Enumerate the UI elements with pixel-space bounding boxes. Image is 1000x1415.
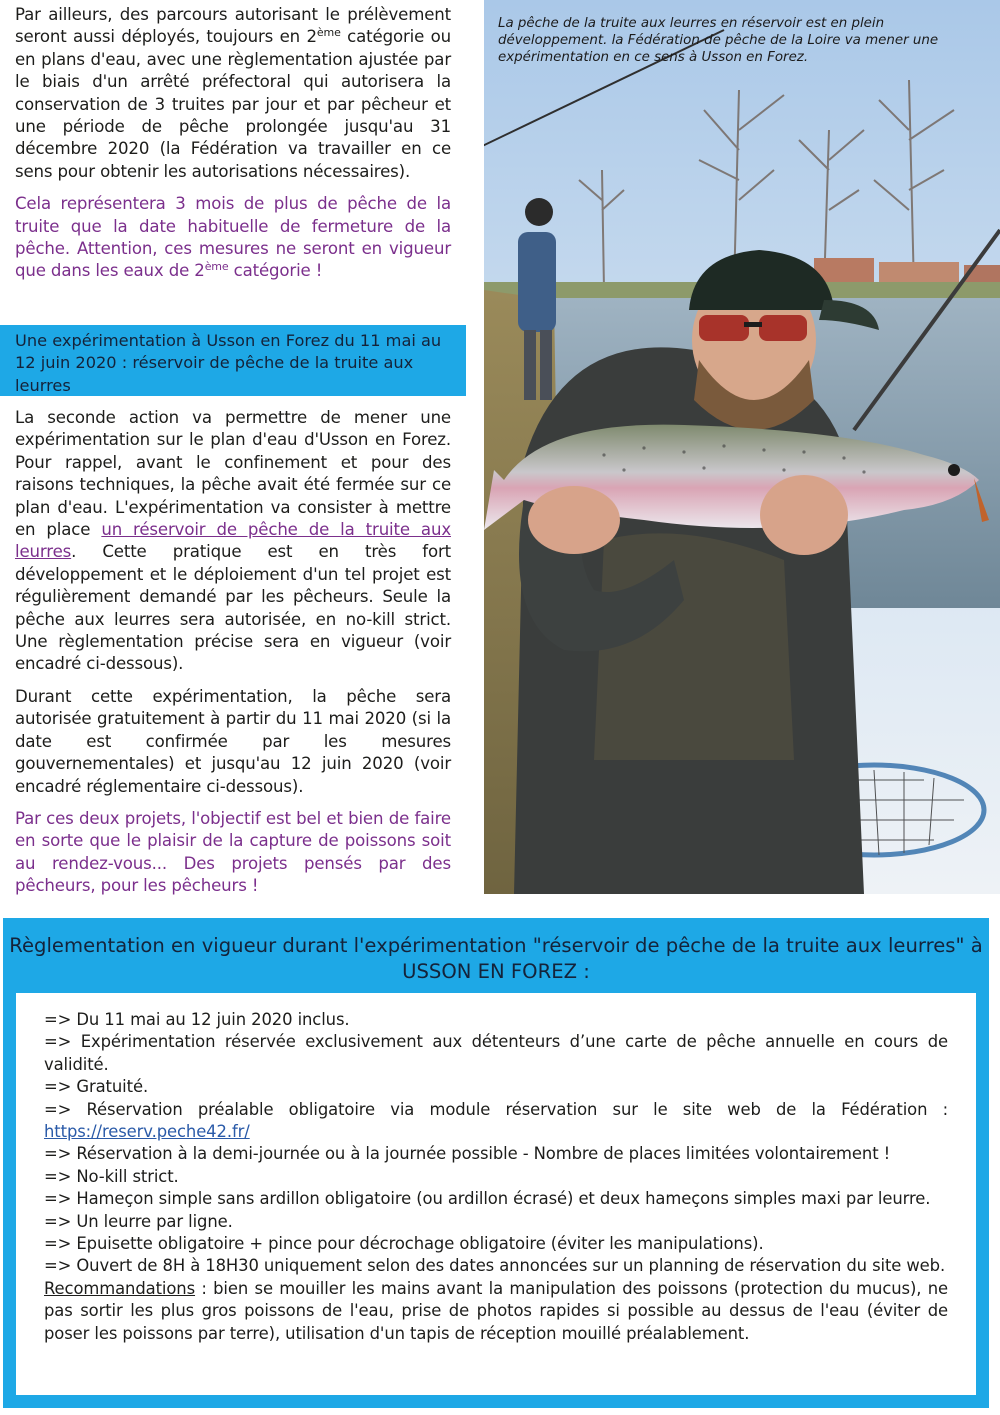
regulation-box xyxy=(3,918,989,1408)
photo-illustration xyxy=(484,0,1000,894)
regulation-line: => Hameçon simple sans ardillon obligatoire (ou ardillon écrasé) et deux hameçons simples maxi par leurre. xyxy=(44,1189,931,1209)
regulation-line: => Du 11 mai au 12 juin 2020 inclus. xyxy=(44,1010,350,1029)
regulation-line: => Un leurre par ligne. xyxy=(44,1211,233,1231)
experiment-paragraph-1: La seconde action va permettre de mener une expérimentation sur le plan d'eau d'Usson en Forez. Pour rappel, avant le confinement et pour des raisons techniques, la pêche avait été fermée sur ce plan d'eau. L'expérimentation va consister à mettre en place un réservoir de pêche de la truite aux leurres. Cette pratique est en très fort développement et le déploiement d'un tel projet est régulièrement demandé par les pêcheurs. Seule la pêche aux leurres sera autorisée, en no-kill strict. Une règlementation précise sera en vigueur (voir encadré ci-dessous). xyxy=(15,408,451,674)
regulation-line: => Gratuité. xyxy=(44,1077,149,1097)
photo-caption: La pêche de la truite aux leurres en réservoir est en plein développement. la Fédération de pêche de la Loire va mener une expérimentation en ce sens à Usson en Forez. xyxy=(498,16,939,65)
intro-paragraph-1: Par ailleurs, des parcours autorisant le prélèvement seront aussi déployés, toujours en 2ème catégorie ou en plans d'eau, avec une règlementation ajustée par le biais d'un arrêté préfectoral qui autorisera la conservation de 3 truites par jour et par pêcheur et une période de pêche prolongée jusqu'au 31 décembre 2020 (la Fédération va travailler en ce sens pour obtenir les autorisations nécessaires). xyxy=(15,5,451,181)
angler-trout-photo xyxy=(484,0,1000,894)
recommendations: Recommandations : bien se mouiller les mains avant la manipulation des poissons (protection du mucus), ne pas sortir les plus gros poissons de l'eau, prise de photos rapides si possible au dessus de l'eau (éviter de poser les poissons par terre), utilisation d'un tapis de réception mouillé préalablement. xyxy=(44,1278,948,1343)
usson-experiment-heading: Une expérimentation à Usson en Forez du 11 mai au 12 juin 2020 : réservoir de pêche de la truite aux leurres xyxy=(0,325,466,396)
reservoir-link[interactable]: un réservoir de pêche de la truite aux leurres xyxy=(15,520,451,562)
regulation-list xyxy=(16,993,976,1395)
experiment-column xyxy=(15,407,451,908)
experiment-paragraph-3: Par ces deux projets, l'objectif est bel et bien de faire en sorte que le plaisir de la capture de poissons soit au rendez-vous... Des projets pensés par des pêcheurs, pour les pêcheurs ! xyxy=(15,808,451,896)
regulation-line: => Réservation préalable obligatoire via module réservation sur le site web de la Fédération : https://reserv.peche42.fr/ xyxy=(44,1099,948,1142)
regulation-line: => Ouvert de 8H à 18H30 uniquement selon des dates annoncées sur un planning de réservation du site web. xyxy=(44,1256,946,1276)
regulation-line: => Epuisette obligatoire + pince pour décrochage obligatoire (éviter les manipulations). xyxy=(44,1234,764,1254)
reservation-website-link[interactable]: https://reserv.peche42.fr/ xyxy=(44,1122,250,1142)
regulation-line: => Expérimentation réservée exclusivement aux détenteurs d’une carte de pêche annuelle en cours de validité. xyxy=(44,1032,948,1074)
intro-column xyxy=(15,4,451,293)
intro-paragraph-2: Cela représentera 3 mois de plus de pêche de la truite que la date habituelle de fermeture de la pêche. Attention, ces mesures ne seront en vigueur que dans les eaux de 2ème catégorie ! xyxy=(15,194,451,281)
regulation-line: => Réservation à la demi-journée ou à la journée possible - Nombre de places limitées volontairement ! xyxy=(44,1144,891,1164)
regulation-line: => No-kill strict. xyxy=(44,1166,179,1186)
recommendations-label: Recommandations xyxy=(44,1278,196,1298)
regulation-title: Règlementation en vigueur durant l'expérimentation "réservoir de pêche de la truite aux leurres" à USSON EN FOREZ : xyxy=(9,934,983,983)
experiment-paragraph-2: Durant cette expérimentation, la pêche sera autorisée gratuitement à partir du 11 mai 2020 (si la date est confirmée par les mesures gouvernementales) et jusqu'au 12 juin 2020 (voir encadré réglementaire ci-dessous). xyxy=(15,686,451,796)
